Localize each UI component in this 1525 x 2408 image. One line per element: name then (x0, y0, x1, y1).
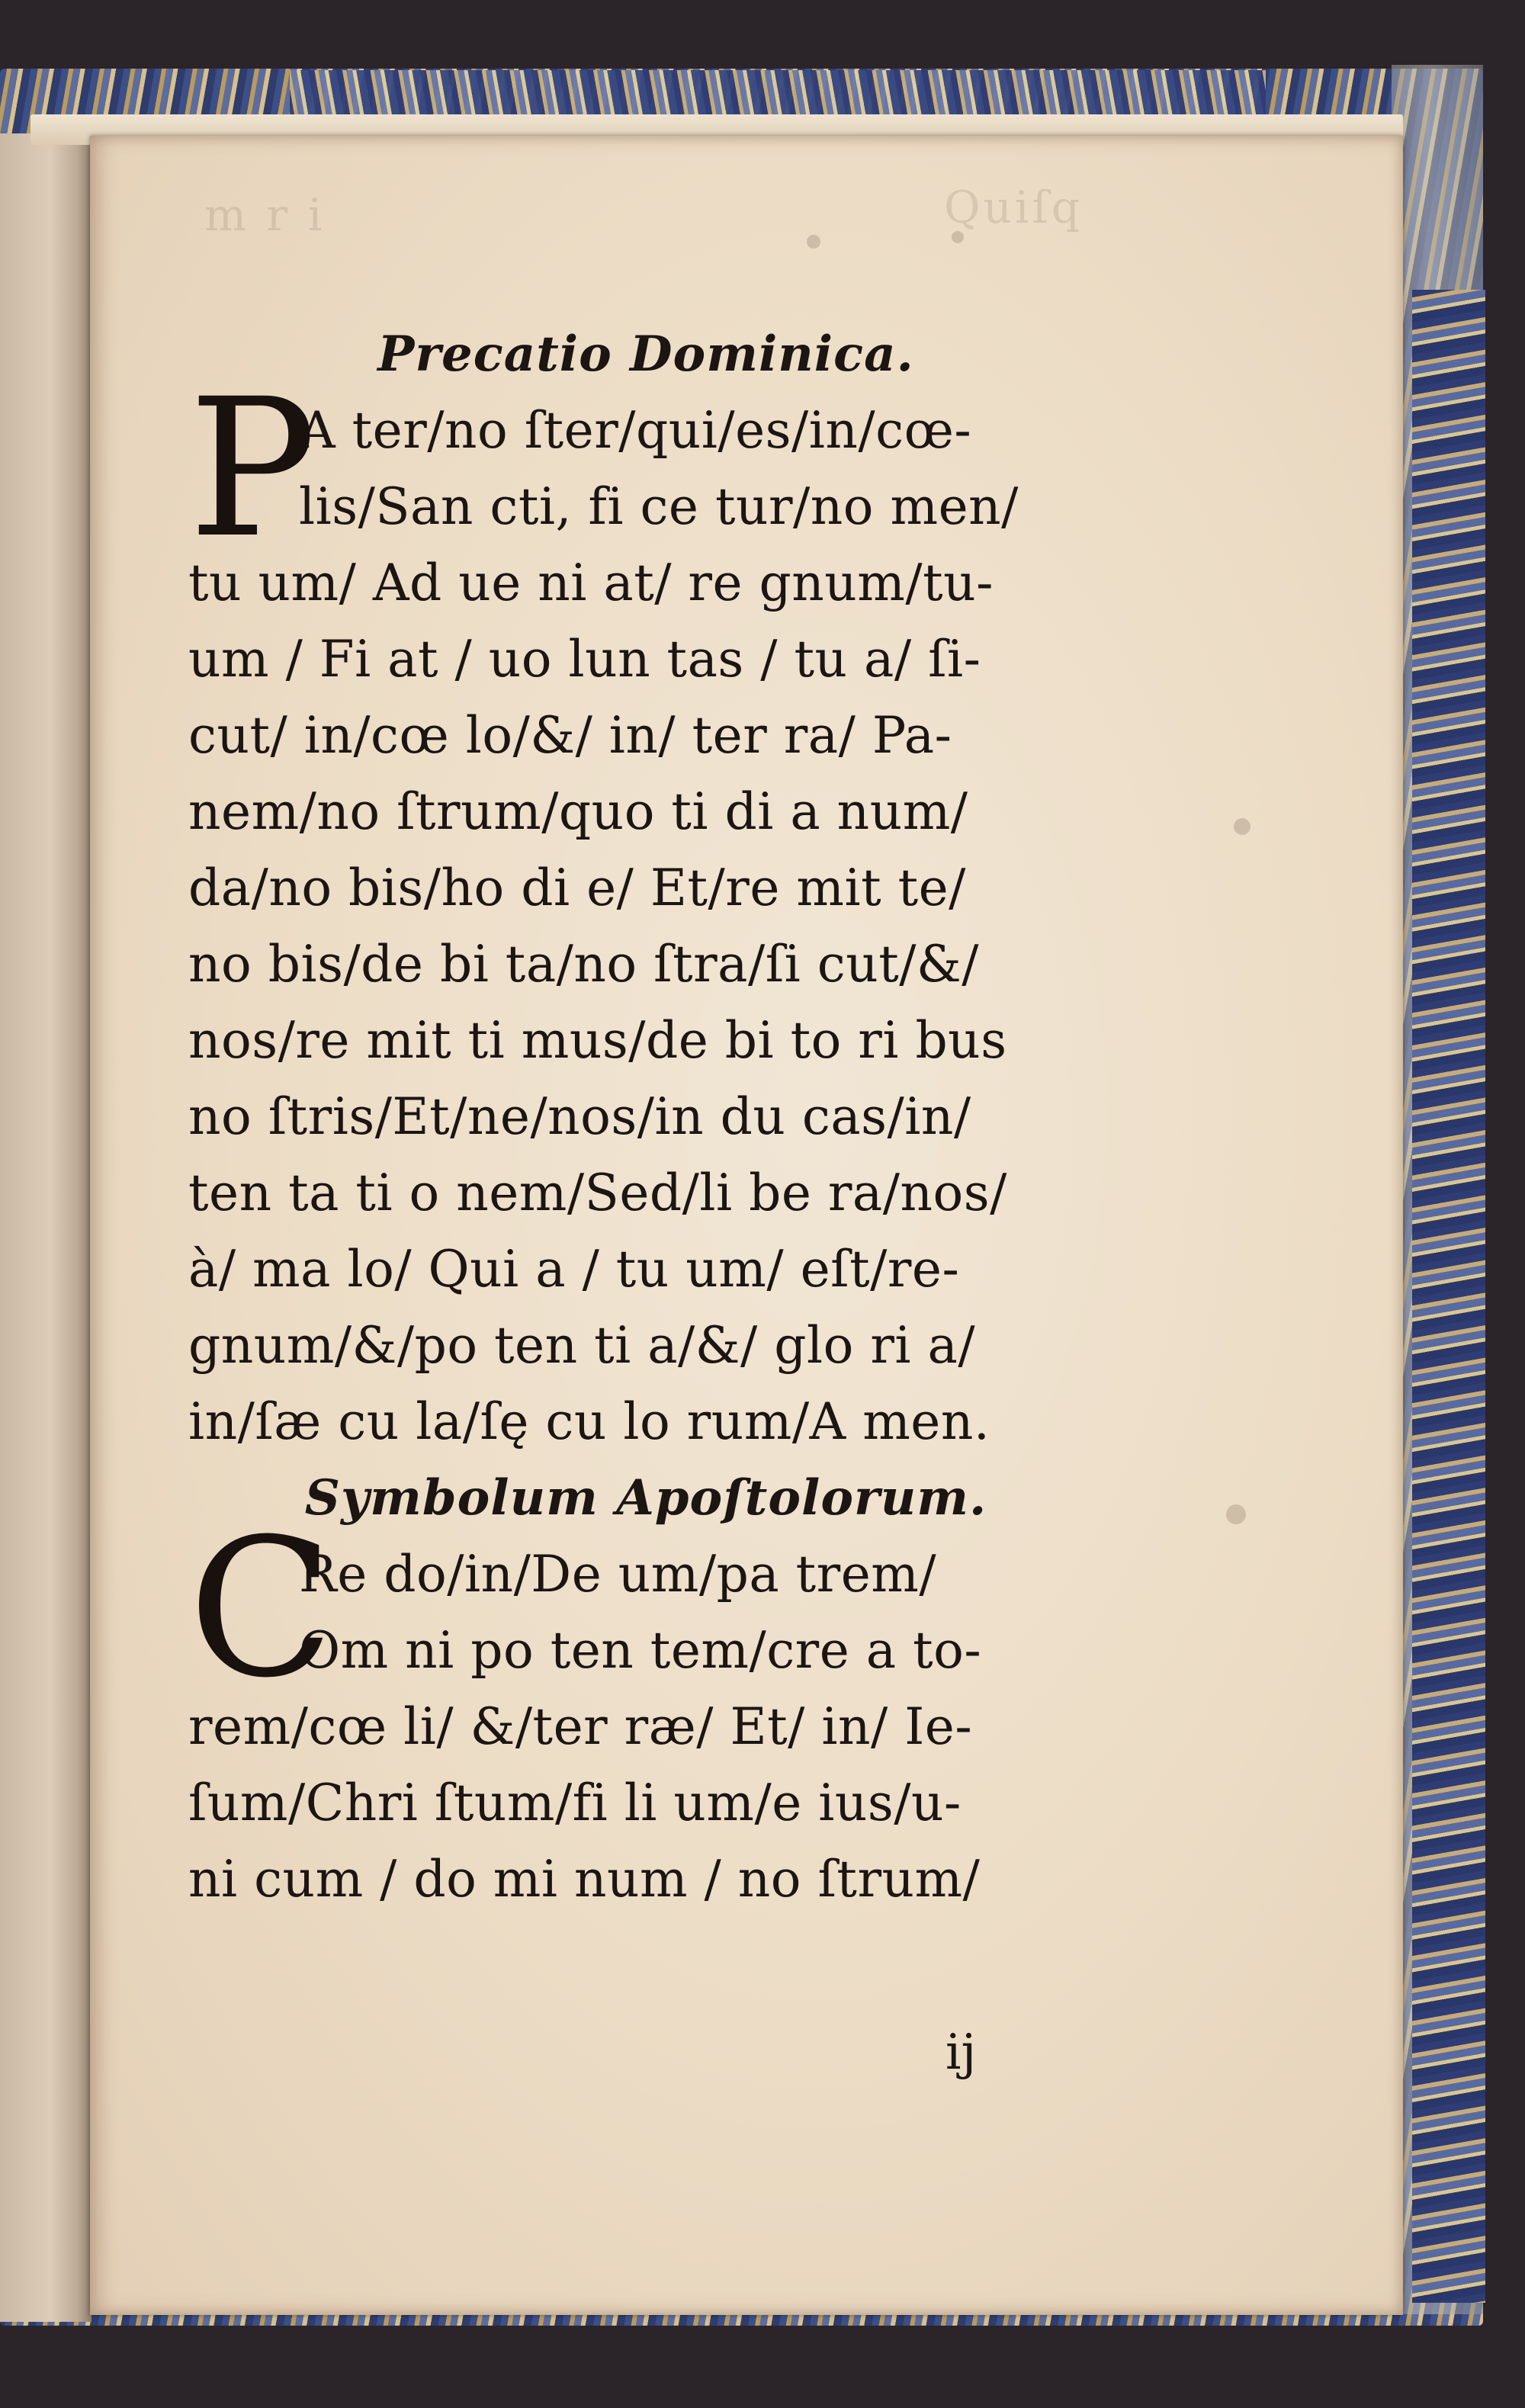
page-text (188, 316, 1202, 1918)
paper-spot (952, 231, 964, 243)
text-line: ni cum / do mi num / no ſtrum/ (188, 1850, 981, 1909)
lords-prayer (188, 358, 1202, 1460)
text-line: no bis/de bi ta/no ſtra/ſi cut/&/ (188, 935, 979, 994)
drop-cap: C (188, 1498, 335, 1719)
text-line: rem/cœ li/ &/ter ræ/ Et/ in/ Ie- (188, 1697, 973, 1756)
text-line: da/no bis/ho di e/ Et/re mit te/ (188, 859, 966, 917)
text-line: gnum/&/po ten ti a/&/ glo ri a/ (188, 1316, 976, 1375)
drop-cap: P (188, 358, 317, 580)
text-line: A ter/no ſter/qui/es/in/cœ- (299, 401, 972, 460)
show-through-text: Quiſq (944, 181, 1084, 233)
facing-page-edge (0, 133, 92, 2322)
text-line: à/ ma lo/ Qui a / tu um/ eſt/re- (188, 1240, 960, 1299)
paper-spot (1234, 818, 1250, 835)
marbled-right-edge (1412, 290, 1485, 2303)
text-line: um / Fi at / uo lun tas / tu a/ ſi- (188, 630, 981, 689)
paper-spot (807, 235, 820, 249)
show-through-text: m r i (204, 189, 326, 241)
section-subtitle: Symbolum Apoſtolorum. (304, 1469, 987, 1527)
text-line: lis/San cti, fi ce tur/no men/ (299, 477, 1019, 536)
text-line: tu um/ Ad ue ni at/ re gnum/tu- (188, 554, 994, 612)
text-line: no ſtris/Et/ne/nos/in du cas/in/ (188, 1087, 971, 1146)
text-line: Re do/in/De um/pa trem/ (299, 1545, 937, 1604)
text-line: cut/ in/cœ lo/&/ in/ ter ra/ Pa- (188, 706, 952, 765)
text-line: ſum/Chri ſtum/fi li um/e ius/u- (188, 1774, 962, 1832)
text-line: in/ſæ cu la/ſę cu lo rum/A men. (188, 1392, 990, 1451)
signature-mark: ij (946, 2024, 977, 2081)
text-line: nos/re mit ti mus/de bi to ri bus (188, 1011, 1007, 1070)
text-line: Om ni po ten tem/cre a to- (299, 1621, 982, 1680)
section-title: Precatio Dominica. (377, 326, 914, 383)
text-line: nem/no ſtrum/quo ti di a num/ (188, 782, 968, 841)
paper-spot (1226, 1504, 1246, 1524)
text-line: ten ta ti o nem/Sed/li be ra/nos/ (188, 1164, 1007, 1222)
